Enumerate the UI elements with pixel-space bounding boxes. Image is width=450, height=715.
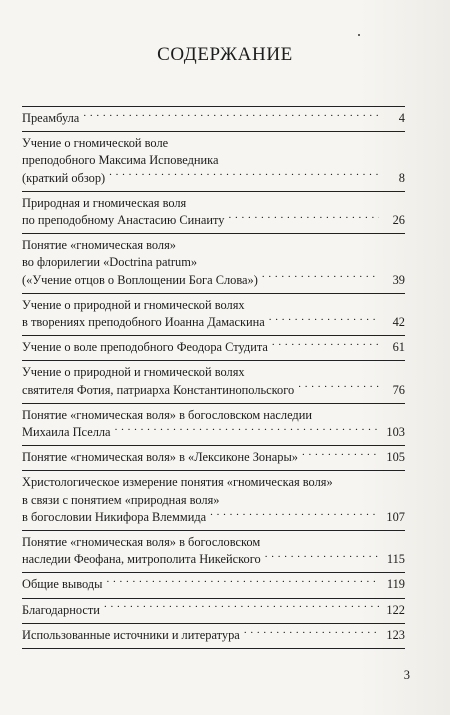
dot-leader <box>104 602 379 614</box>
dot-leader <box>262 272 379 284</box>
toc-page-number: 103 <box>386 425 405 440</box>
toc-entry-title-line: («Учение отцов о Воплощении Бога Слова») <box>22 272 258 287</box>
dot-leader <box>302 449 379 461</box>
toc-page-number: 4 <box>398 111 405 125</box>
toc-entry-title-line: Понятие «гномическая воля» <box>22 238 176 253</box>
toc-entry-title-line: Понятие «гномическая воля» в богословском <box>22 535 261 550</box>
toc-entry-title-line: наследии Феофана, митрополита Никейского <box>22 552 261 567</box>
toc-entry <box>22 404 405 446</box>
dot-leader <box>269 314 379 326</box>
toc-entry-last-line <box>22 602 405 619</box>
toc-entry <box>22 573 405 598</box>
toc-entry <box>22 132 405 192</box>
toc-entry-title-line: Природная и гномическая воля <box>22 195 187 210</box>
toc-entry <box>22 446 405 471</box>
toc-entry-last-line <box>22 627 405 644</box>
toc-page-number: 26 <box>392 213 405 228</box>
toc-entry-title-line: Понятие «гномическая воля» в богословском наследии <box>22 407 312 422</box>
toc-entry <box>22 471 405 531</box>
dot-leader <box>298 382 379 394</box>
toc-entry <box>22 624 405 649</box>
toc-entry-title-line: преподобного Максима Исповедника <box>22 153 219 168</box>
toc-entry-title-line: Общие выводы <box>22 577 103 592</box>
toc-entry <box>22 361 405 403</box>
toc-entry <box>22 294 405 336</box>
toc-page-number: 119 <box>386 577 405 592</box>
toc-entry-title-line: святителя Фотия, патриарха Константинопольского <box>22 382 295 397</box>
toc-entry-last-line <box>22 509 405 526</box>
dot-leader <box>83 110 379 122</box>
toc-entry-last-line <box>22 170 405 187</box>
toc-entry <box>22 336 405 361</box>
table-of-contents <box>22 106 405 649</box>
ink-speck <box>358 34 360 36</box>
toc-page-number: 8 <box>398 170 405 185</box>
page-title: СОДЕРЖАНИЕ <box>157 44 293 65</box>
toc-entry-title-line: Михаила Пселла <box>22 425 111 440</box>
toc-entry-last-line <box>22 382 405 399</box>
toc-page-number: 105 <box>386 450 405 465</box>
toc-entry-title-line: Использованные источники и литература <box>22 627 240 642</box>
toc-entry-last-line <box>22 449 405 466</box>
toc-page-number: 115 <box>386 552 405 567</box>
toc-entry-title-line: Преамбула <box>22 111 80 125</box>
toc-entry-title-line: Учение о природной и гномической волях <box>22 297 245 312</box>
dot-leader <box>244 627 379 639</box>
toc-entry-title-line: в творениях преподобного Иоанна Дамаскина <box>22 315 265 330</box>
toc-entry-last-line <box>22 424 405 441</box>
toc-entry-title-line: по преподобному Анастасию Синаиту <box>22 213 225 228</box>
toc-entry-last-line <box>22 551 405 568</box>
toc-entry-title-line: Учение о воле преподобного Феодора Студита <box>22 340 268 355</box>
toc-page-number: 76 <box>392 382 405 397</box>
toc-page-number: 61 <box>392 340 405 355</box>
page-number: 3 <box>403 668 410 682</box>
toc-entry-last-line <box>22 314 405 331</box>
toc-entry-title-line: (краткий обзор) <box>22 170 106 185</box>
toc-page-number: 42 <box>392 315 405 330</box>
toc-entry <box>22 192 405 234</box>
toc-entry-title-line: Понятие «гномическая воля» в «Лексиконе Зонары» <box>22 450 298 465</box>
toc-entry <box>22 234 405 294</box>
toc-entry-title-line: Благодарности <box>22 602 100 617</box>
dot-leader <box>210 509 379 521</box>
toc-entry <box>22 531 405 573</box>
toc-page-number: 39 <box>392 272 405 287</box>
toc-entry-last-line <box>22 110 405 127</box>
dot-leader <box>265 551 379 563</box>
dot-leader <box>109 170 379 182</box>
dot-leader <box>115 424 379 436</box>
toc-entry-title-line: во флорилегии «Doctrina patrum» <box>22 255 198 270</box>
dot-leader <box>272 339 379 351</box>
toc-page-number: 107 <box>386 509 405 524</box>
toc-entry-title-line: Учение о природной и гномической волях <box>22 365 245 380</box>
toc-entry-title-line: в богословии Никифора Влеммида <box>22 509 207 524</box>
toc-entry <box>22 107 405 132</box>
dot-leader <box>228 212 379 224</box>
toc-entry-last-line <box>22 212 405 229</box>
toc-entry-last-line <box>22 339 405 356</box>
toc-entry-title-line: Учение о гномической воле <box>22 136 169 151</box>
toc-entry-title-line: в связи с понятием «природная воля» <box>22 492 220 507</box>
toc-entry-last-line <box>22 576 405 593</box>
dot-leader <box>106 576 379 588</box>
toc-page-number: 122 <box>386 602 405 617</box>
toc-entry-last-line <box>22 272 405 289</box>
toc-page-number: 123 <box>386 627 405 642</box>
toc-entry-title-line: Христологическое измерение понятия «гномическая воля» <box>22 475 333 490</box>
toc-entry <box>22 599 405 624</box>
